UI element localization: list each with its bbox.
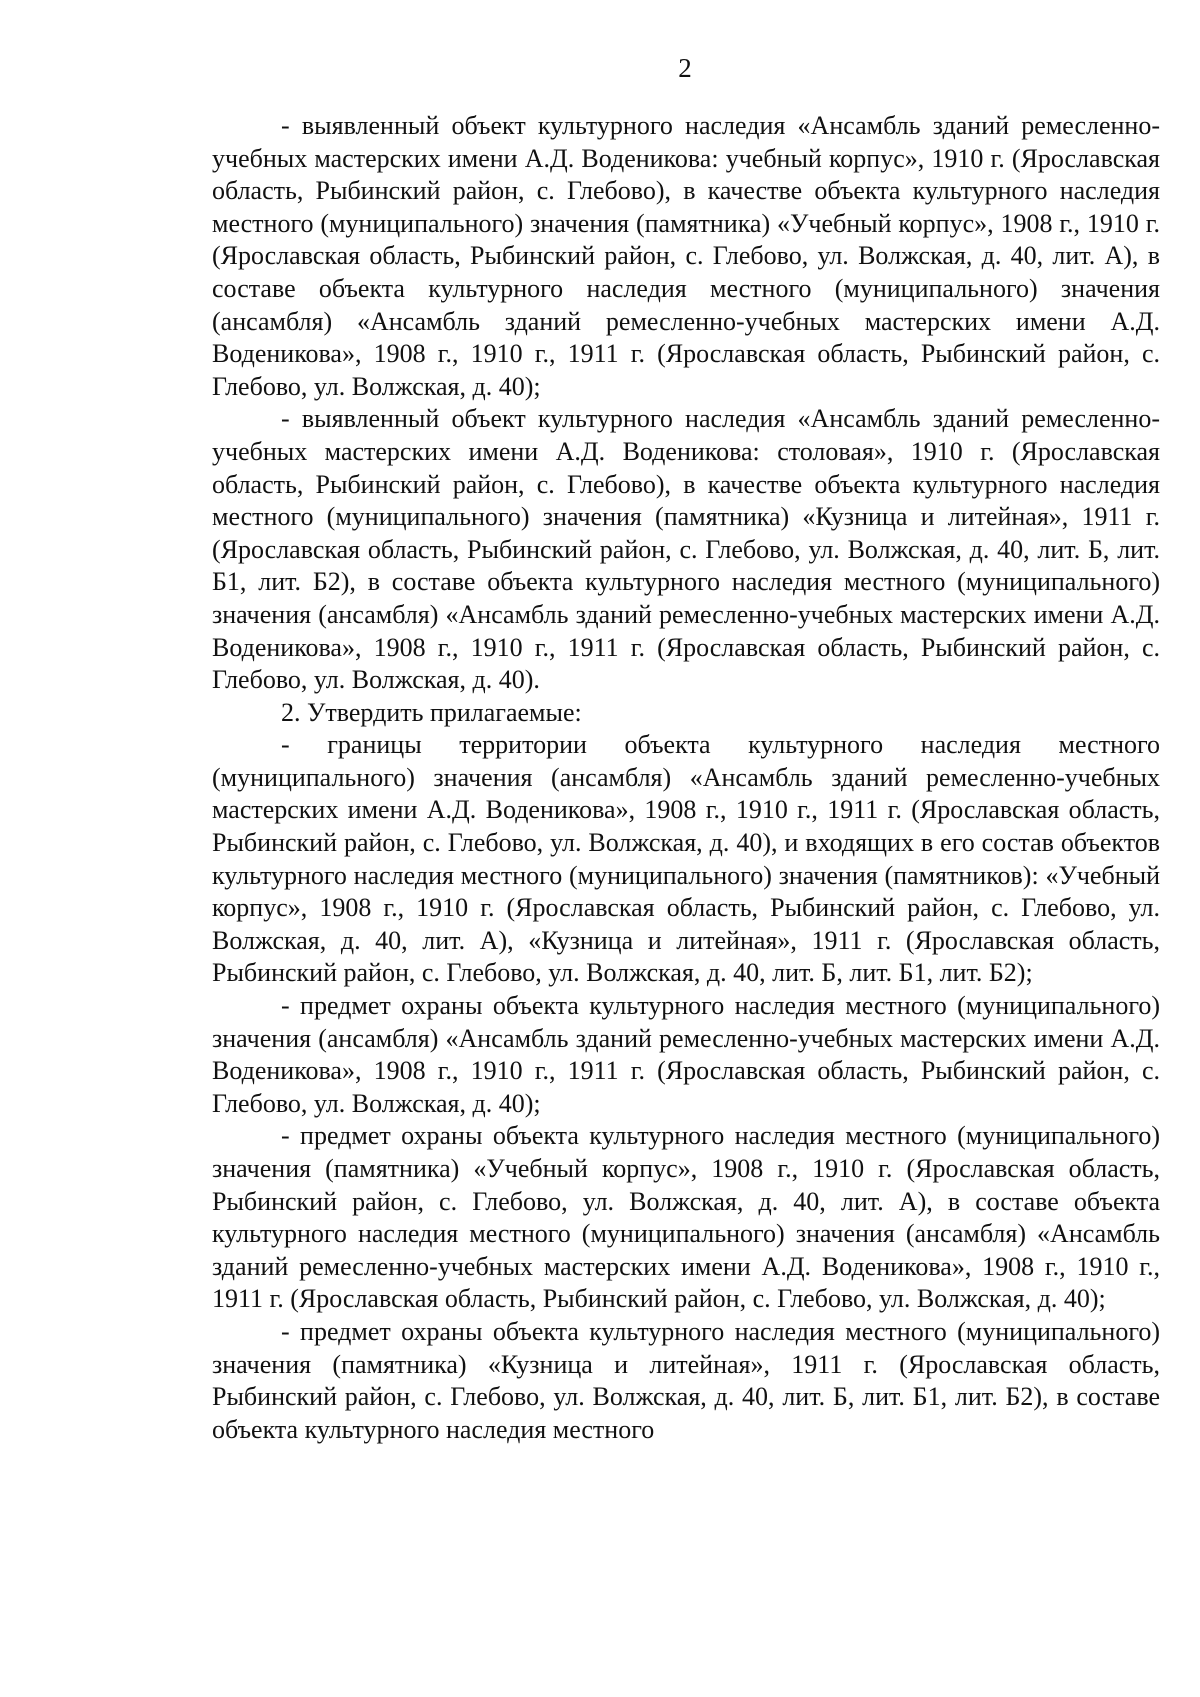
paragraph-protection-subject-forge: - предмет охраны объекта культурного наследия местного (муниципального) значения (памятника) «Кузница и литейная», 1911 г. (Ярославская область, Рыбинский район, с. Глебово, ул. Волжская, д. 40, лит. Б, лит. Б1, лит. Б2), в составе объекта культурного наследия местного bbox=[212, 1316, 1160, 1444]
paragraph-identified-object-canteen: - выявленный объект культурного наследия «Ансамбль зданий ремесленно-учебных мастерских имени А.Д. Воденикова: столовая», 1910 г. (Ярославская область, Рыбинский район, с. Глебово), в качестве объекта культурного наследия местного (муниципального) значения (памятника) «Кузница и литейная», 1911 г. (Ярославская область, Рыбинский район, с. Глебово, ул. Волжская, д. 40, лит. Б, лит. Б1, лит. Б2), в составе объекта культурного наследия местного (муниципального) значения (ансамбля) «Ансамбль зданий ремесленно-учебных мастерских имени А.Д. Воденикова», 1908 г., 1910 г., 1911 г. (Ярославская область, Рыбинский район, с. Глебово, ул. Волжская, д. 40). bbox=[212, 404, 1160, 695]
paragraph-protection-subject-training-building: - предмет охраны объекта культурного наследия местного (муниципального) значения (памятника) «Учебный корпус», 1908 г., 1910 г. (Ярославская область, Рыбинский район, с. Глебово, ул. Волжская, д. 40, лит. А), в составе объекта культурного наследия местного (муниципального) значения (ансамбля) «Ансамбль зданий ремесленно-учебных мастерских имени А.Д. Воденикова», 1908 г., 1910 г., 1911 г. (Ярославская область, Рыбинский район, с. Глебово, ул. Волжская, д. 40); bbox=[212, 1121, 1160, 1314]
paragraph-territory-boundaries: - границы территории объекта культурного наследия местного (муниципального) значения (ансамбля) «Ансамбль зданий ремесленно-учебных мастерских имени А.Д. Воденикова», 1908 г., 1910 г., 1911 г. (Ярославская область, Рыбинский район, с. Глебово, ул. Волжская, д. 40), и входящих в его состав объектов культурного наследия местного (муниципального) значения (памятников): «Учебный корпус», 1908 г., 1910 г. (Ярославская область, Рыбинский район, с. Глебово, ул. Волжская, д. 40, лит. А), «Кузница и литейная», 1911 г. (Ярославская область, Рыбинский район, с. Глебово, ул. Волжская, д. 40, лит. Б, лит. Б1, лит. Б2); bbox=[212, 730, 1160, 988]
document-body bbox=[212, 110, 1160, 1446]
paragraph-approve-heading: 2. Утвердить прилагаемые: bbox=[281, 697, 582, 727]
paragraph-identified-object-training-building: - выявленный объект культурного наследия «Ансамбль зданий ремесленно-учебных мастерских имени А.Д. Воденикова: учебный корпус», 1910 г. (Ярославская область, Рыбинский район, с. Глебово), в качестве объекта культурного наследия местного (муниципального) значения (памятника) «Учебный корпус», 1908 г., 1910 г. (Ярославская область, Рыбинский район, с. Глебово, ул. Волжская, д. 40, лит. А), в составе объекта культурного наследия местного (муниципального) значения (ансамбля) «Ансамбль зданий ремесленно-учебных мастерских имени А.Д. Воденикова», 1908 г., 1910 г., 1911 г. (Ярославская область, Рыбинский район, с. Глебово, ул. Волжская, д. 40); bbox=[212, 111, 1160, 401]
paragraph-protection-subject-ensemble: - предмет охраны объекта культурного наследия местного (муниципального) значения (ансамбля) «Ансамбль зданий ремесленно-учебных мастерских имени А.Д. Воденикова», 1908 г., 1910 г., 1911 г. (Ярославская область, Рыбинский район, с. Глебово, ул. Волжская, д. 40); bbox=[212, 991, 1160, 1118]
page-number: 2 bbox=[678, 53, 692, 83]
